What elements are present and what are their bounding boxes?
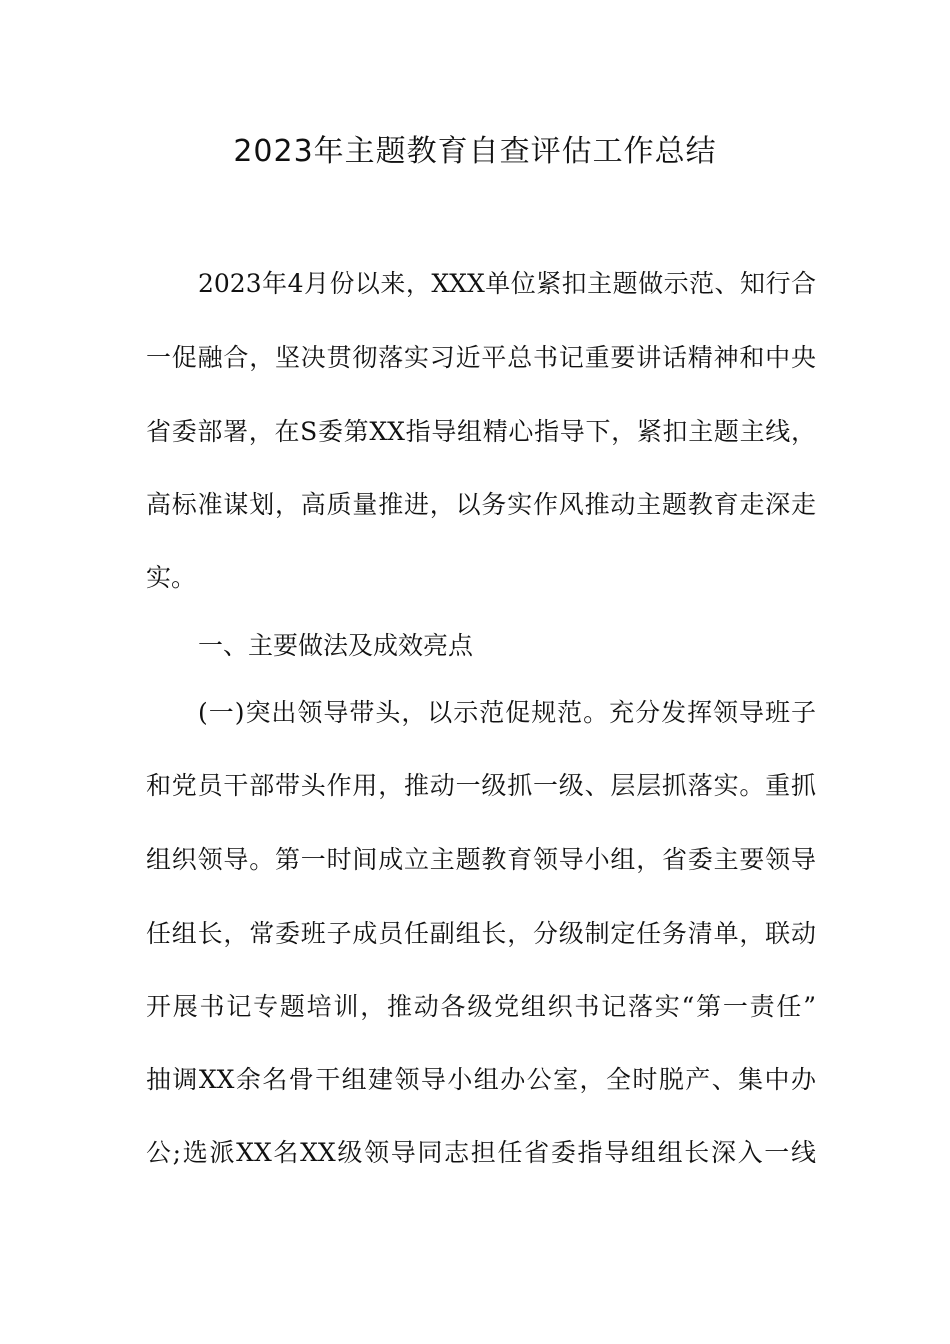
- intro-line-5: 实。: [146, 563, 197, 592]
- subsection-line-1: (一)突出领导带头，以示范促规范。充分发挥领导班子: [198, 698, 816, 727]
- intro-line-4: 高标准谋划，高质量推进，以务实作风推动主题教育走深走: [146, 490, 816, 519]
- intro-line-3: 省委部署，在S委第XX指导组精心指导下，紧扣主题主线，: [146, 417, 816, 446]
- subsection-line-4: 任组长，常委班子成员任副组长，分级制定任务清单，联动: [146, 919, 816, 948]
- subsection-line-7: 公;选派XX名XX级领导同志担任省委指导组组长深入一线: [146, 1138, 816, 1167]
- document-title: 2023年主题教育自查评估工作总结: [233, 134, 717, 169]
- subsection-line-3: 组织领导。第一时间成立主题教育领导小组，省委主要领导: [146, 845, 816, 874]
- subsection-line-6: 抽调XX余名骨干组建领导小组办公室，全时脱产、集中办: [146, 1065, 816, 1094]
- subsection-line-5: 开展书记专题培训，推动各级党组织书记落实“第一责任”: [146, 992, 816, 1021]
- intro-line-1: 2023年4月份以来，XXX单位紧扣主题做示范、知行合: [198, 269, 816, 298]
- section-heading: 一、主要做法及成效亮点: [198, 631, 474, 660]
- subsection-line-2: 和党员干部带头作用，推动一级抓一级、层层抓落实。重抓: [146, 771, 816, 800]
- intro-line-2: 一促融合，坚决贯彻落实习近平总书记重要讲话精神和中央: [146, 343, 816, 372]
